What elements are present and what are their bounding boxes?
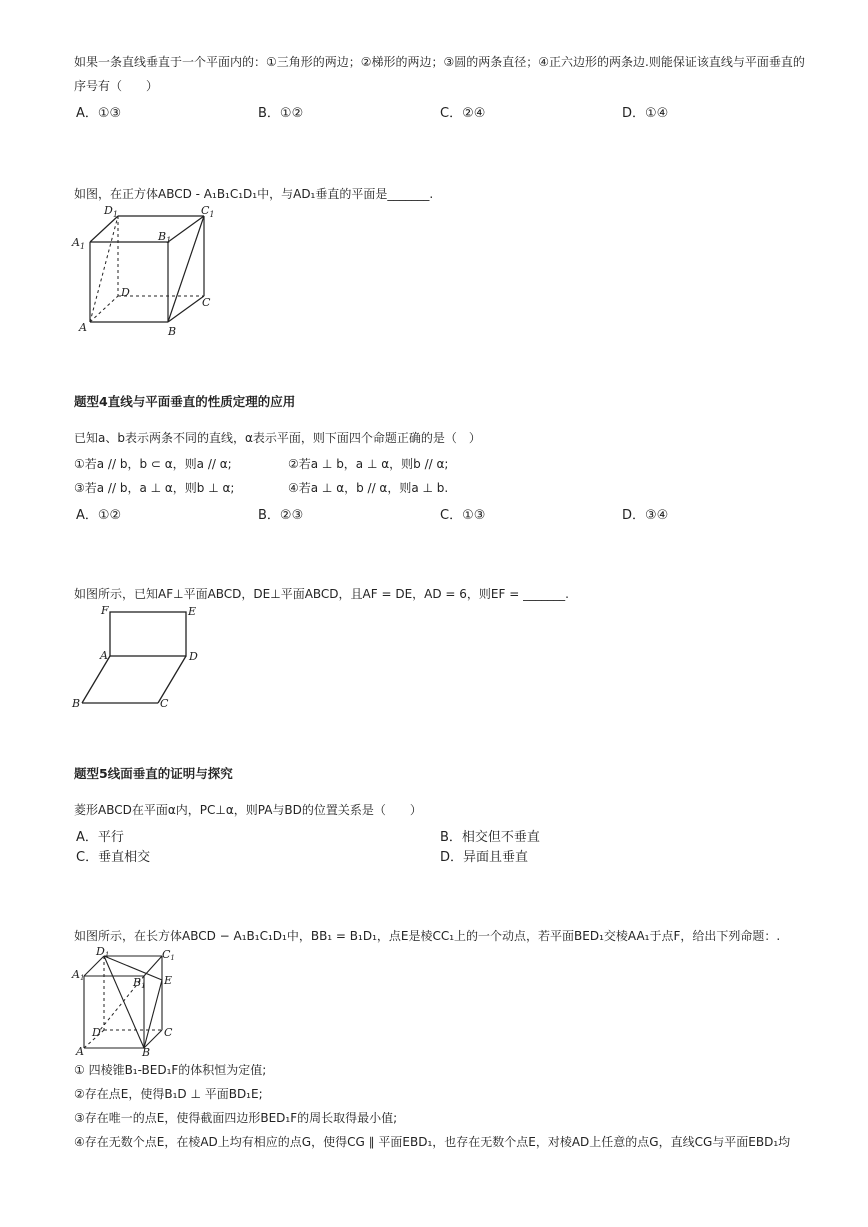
q6-statement-2: ②存在点E，使得B₁D ⊥ 平面BD₁E;: [74, 1087, 263, 1101]
q3-option-b: B．②③: [258, 508, 304, 523]
cube-label-c1: $C_1$: [201, 204, 215, 219]
q5-option-d: D．异面且垂直: [440, 850, 529, 865]
section-4-title: 题型4直线与平面垂直的性质定理的应用: [74, 394, 296, 409]
q3-prop-1: ①若a // b，b ⊂ α，则a // α;: [74, 457, 232, 471]
cuboid-label-b: B: [142, 1046, 151, 1059]
cuboid-label-a: A: [76, 1045, 84, 1058]
q5-option-c: C．垂直相交: [76, 850, 151, 865]
fold-label-f: F: [101, 604, 109, 617]
cube-label-a: A: [79, 321, 87, 334]
q1-option-d: D．①④: [622, 106, 669, 121]
q3-option-d: D．③④: [622, 508, 669, 523]
q3-option-a: A．①②: [76, 508, 122, 523]
section-5-title: 题型5线面垂直的证明与探究: [74, 766, 233, 781]
q1-option-a: A．①③: [76, 106, 122, 121]
q2-text: 如图，在正方体ABCD - A₁B₁C₁D₁中，与AD₁垂直的平面是_______.: [74, 187, 434, 201]
q5-option-a: A．平行: [76, 830, 124, 845]
q1-option-b: B．①②: [258, 106, 304, 121]
q3-stem: 已知a、b表示两条不同的直线，α表示平面，则下面四个命题正确的是（ ）: [74, 431, 481, 445]
fold-label-e: E: [188, 605, 197, 618]
cube-label-d1: $D_1$: [104, 204, 118, 219]
q1-line2: 序号有（ ）: [74, 79, 159, 93]
q3-prop-3: ③若a // b，a ⊥ α，则b ⊥ α;: [74, 481, 235, 495]
cube-label-a1: $A_1$: [72, 236, 86, 251]
cuboid-figure: [70, 946, 190, 1060]
q1-option-c: C．②④: [440, 106, 486, 121]
q3-option-c: C．①③: [440, 508, 486, 523]
cuboid-label-a1: A1: [72, 968, 85, 982]
q5-option-b: B．相交但不垂直: [440, 830, 540, 845]
cube-label-d: D: [121, 286, 130, 299]
q4-text: 如图所示，已知AF⊥平面ABCD，DE⊥平面ABCD，且AF = DE，AD = 6，则EF = _______.: [74, 587, 569, 601]
q6-statement-3: ③存在唯一的点E，使得截面四边形BED₁F的周长取得最小值;: [74, 1111, 398, 1125]
cube-label-b: B: [168, 325, 177, 338]
q6-stem: 如图所示，在长方体ABCD − A₁B₁C₁D₁中，BB₁ = B₁D₁，点E是棱CC₁上的一个动点，若平面BED₁交棱AA₁于点F，给出下列命题：.: [74, 929, 781, 943]
cube-label-c: C: [202, 296, 211, 309]
cuboid-label-c1: C1: [162, 948, 175, 962]
q3-prop-4: ④若a ⊥ α，b // α，则a ⊥ b.: [288, 481, 449, 495]
q6-statement-1: ① 四棱锥B₁-BED₁F的体积恒为定值;: [74, 1063, 267, 1077]
q1-line1: 如果一条直线垂直于一个平面内的：①三角形的两边；②梯形的两边；③圆的两条直径；④正六边形的两条边.则能保证该直线与平面垂直的: [74, 55, 805, 69]
q5-stem: 菱形ABCD在平面α内，PC⊥α，则PA与BD的位置关系是（ ）: [74, 803, 422, 817]
fold-label-a: A: [100, 649, 108, 662]
fold-label-c: C: [160, 697, 169, 710]
cuboid-label-d1: D1: [96, 946, 110, 959]
cube-label-b1: $B_1$: [158, 230, 172, 245]
fold-label-d: D: [189, 650, 198, 663]
cuboid-label-e: E: [164, 974, 173, 987]
fold-figure: [70, 600, 210, 712]
cube-figure: [70, 200, 230, 340]
q6-statement-4: ④存在无数个点E，在棱AD上均有相应的点G，使得CG ∥ 平面EBD₁，也存在无数个点E，对棱AD上任意的点G，直线CG与平面EBD₁均: [74, 1135, 791, 1149]
q3-prop-2: ②若a ⊥ b，a ⊥ α，则b // α;: [288, 457, 449, 471]
fold-label-b: B: [72, 697, 81, 710]
cuboid-label-d: D: [92, 1026, 101, 1039]
cuboid-label-b1: B1: [133, 976, 146, 990]
cuboid-label-c: C: [164, 1026, 173, 1039]
